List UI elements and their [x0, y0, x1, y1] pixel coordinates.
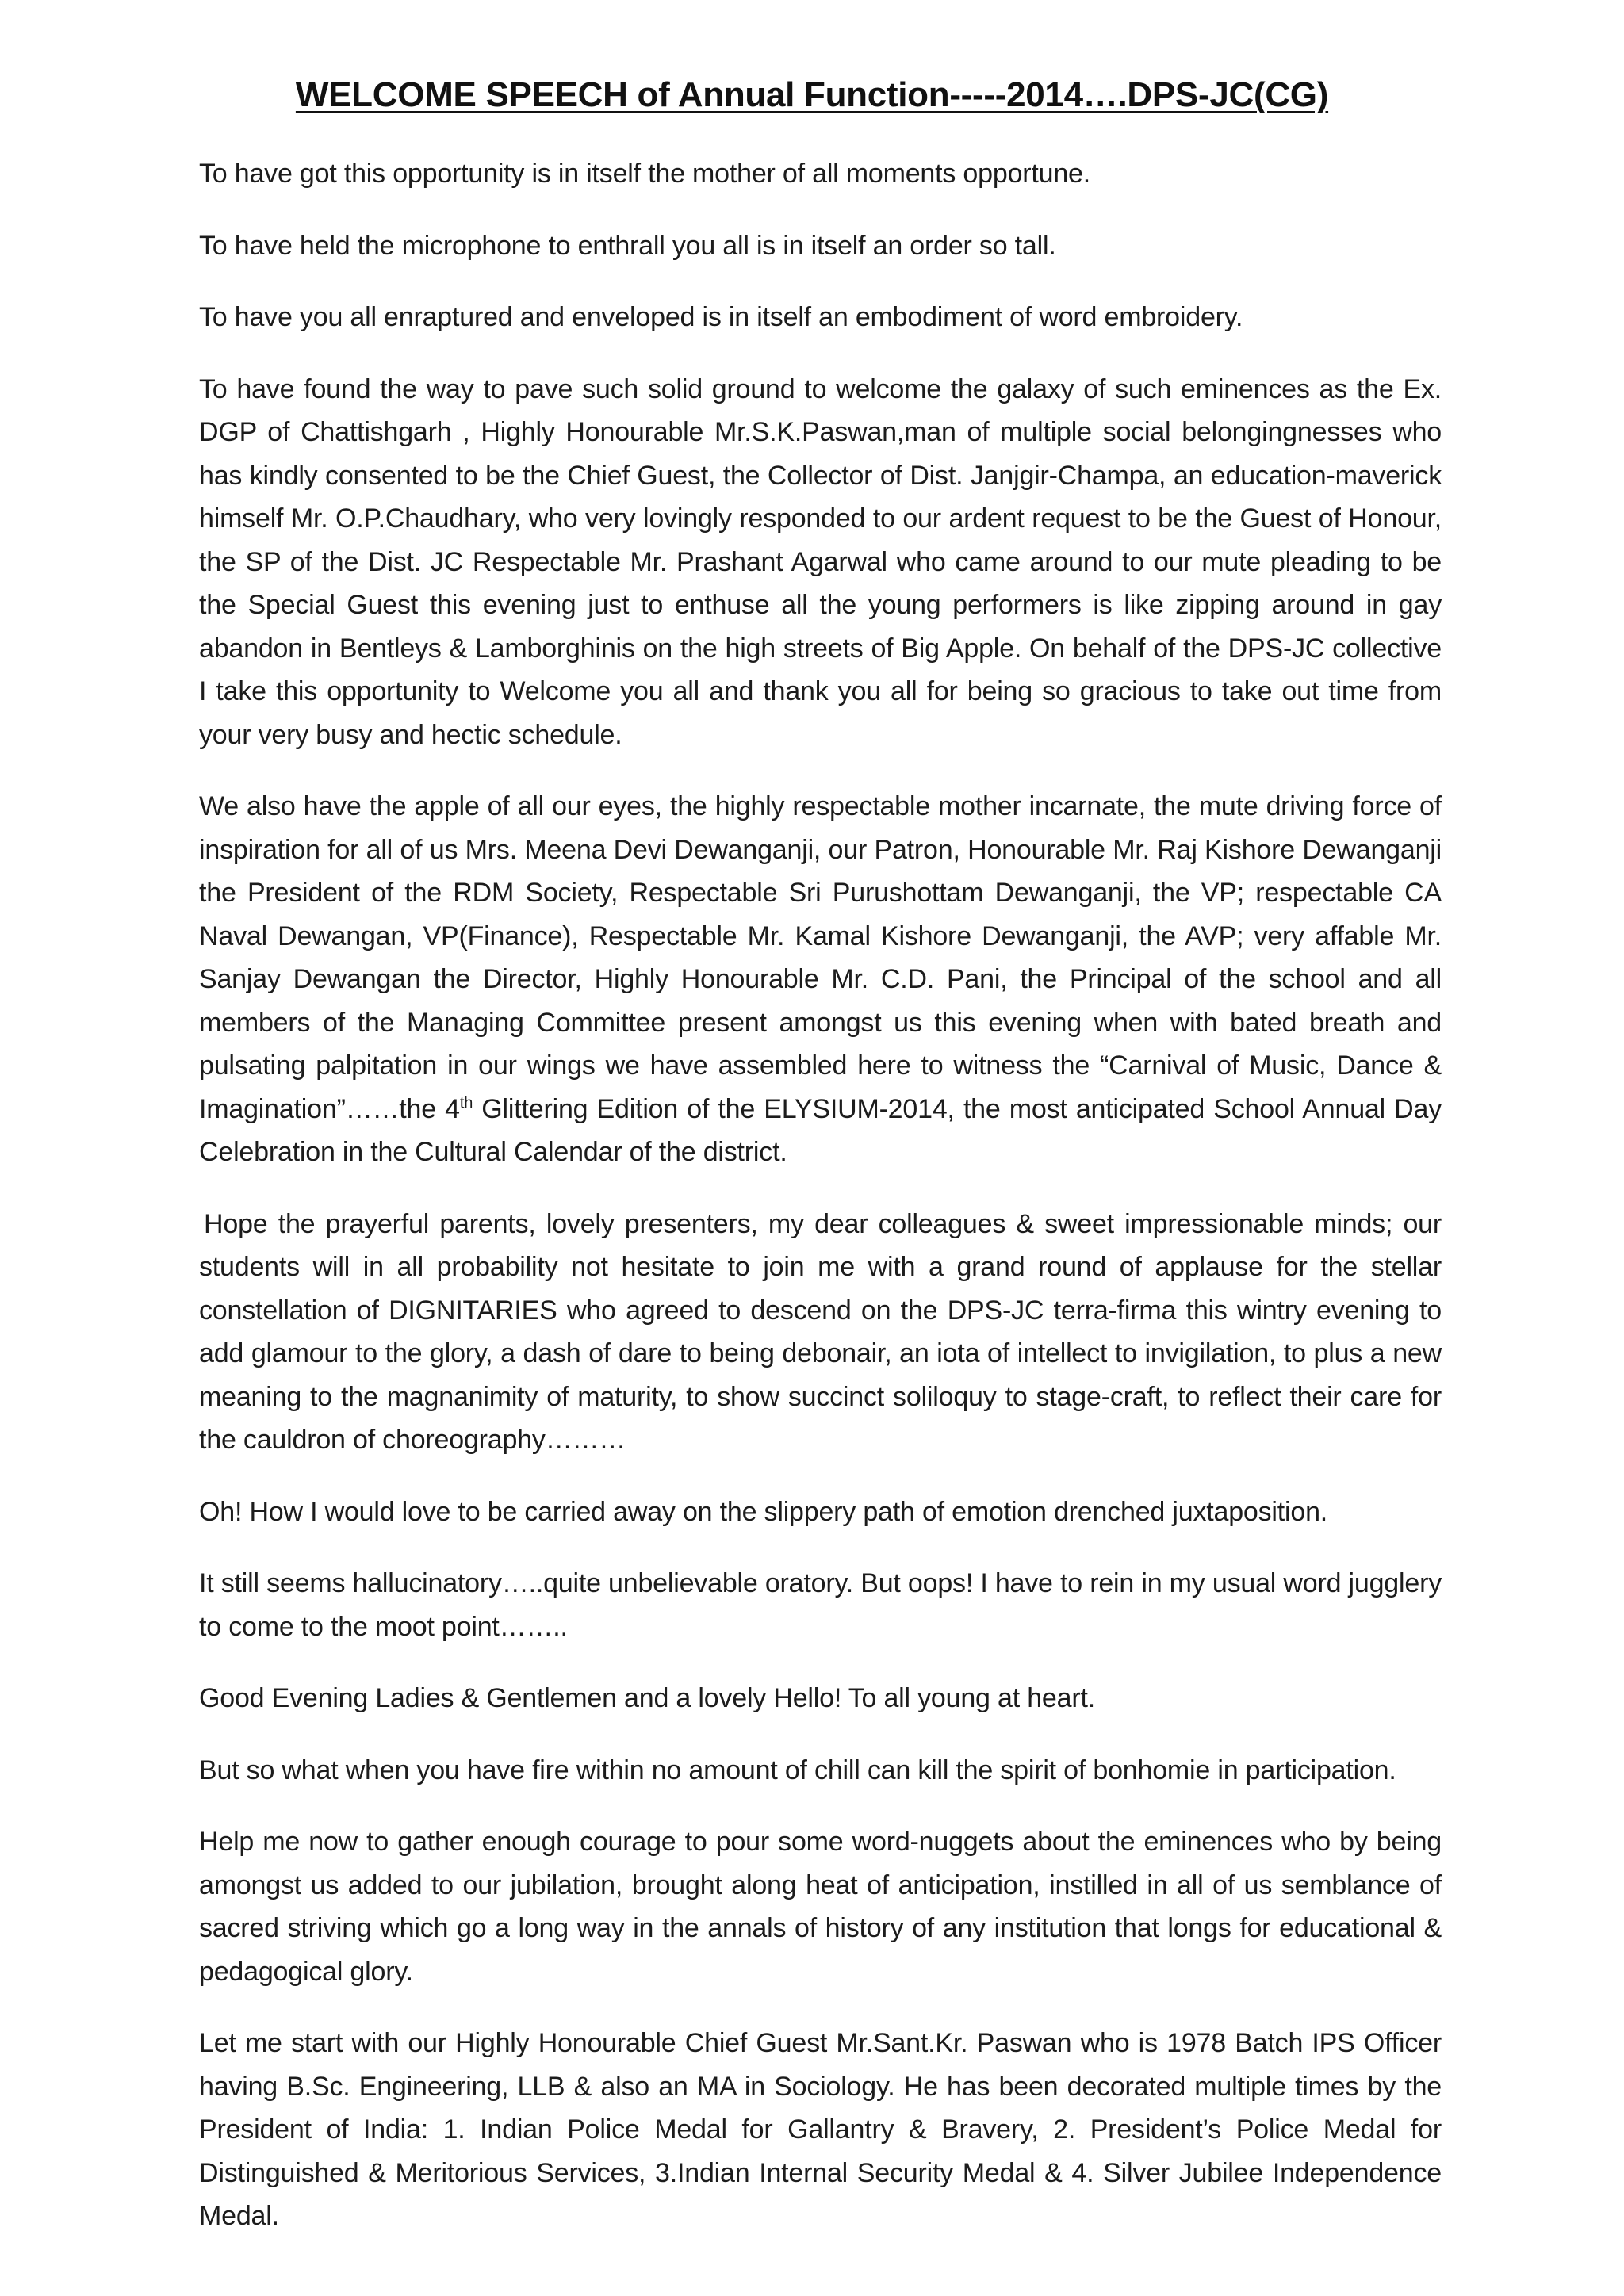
ordinal-suffix: th: [459, 1094, 473, 1112]
paragraph-hallucinatory: It still seems hallucinatory…..quite unbelievable oratory. But oops! I have to rein in my usual word jugglery to come to the moot point……..: [199, 1568, 1442, 1642]
paragraph-bonhomie: But so what when you have fire within no amount of chill can kill the spirit of bonhomie in participation.: [199, 1755, 1396, 1785]
paragraph-enraptured: To have you all enraptured and enveloped is in itself an embodiment of word embroidery.: [199, 302, 1243, 332]
paragraph-management: [199, 785, 1442, 1174]
page-title: WELCOME SPEECH of Annual Function-----2014….DPS-JC(CG): [295, 75, 1329, 114]
paragraph-emotion: Oh! How I would love to be carried away on the slippery path of emotion drenched juxtaposition.: [199, 1496, 1328, 1527]
paragraph-applause: Hope the prayerful parents, lovely presenters, my dear colleagues & sweet impressionable minds; our students will in all probability not hesitate to join me with a grand round of applause for the stellar constellation of DIGNITARIES who agreed to descend on the DPS-JC terra-firma this wintry evening to add glamour to the glory, a dash of dare to being debonair, an iota of intellect to invigilation, to plus a new meaning to the magnanimity of maturity, to show succinct soliloquy to stage-craft, to reflect their care for the cauldron of choreography………: [199, 1208, 1442, 1455]
paragraph-chief-guest: Let me start with our Highly Honourable Chief Guest Mr.Sant.Kr. Paswan who is 1978 Batch IPS Officer having B.Sc. Engineering, LLB & also an MA in Sociology. He has been decorated multiple times by the President of India: 1. Indian Police Medal for Gallantry & Bravery, 2. President’s Police Medal for Distinguished & Meritorious Services, 3.Indian Internal Security Medal & 4. Silver Jubilee Independence Medal.: [199, 2028, 1442, 2231]
paragraph-management-text: We also have the apple of all our eyes, the highly respectable mother incarnate, the mute driving force of inspiration for all of us Mrs. Meena Devi Dewanganji, our Patron, Honourable Mr. Raj Kishore Dewanganji the President of the RDM Society, Respectable Sri Purushottam Dewanganji, the VP; respectable CA Naval Dewangan, VP(Finance), Respectable Mr. Kamal Kishore Dewanganji, the AVP; very affable Mr. Sanjay Dewangan the Director, Highly Honourable Mr. C.D. Pani, the Principal of the school and all members of the Managing Committee present amongst us this evening when with bated breath and pulsating palpitation in our wings we have assembled here to witness the “Carnival of Music, Dance & Imagination”……the 4: [199, 791, 1442, 1124]
paragraph-microphone: To have held the microphone to enthrall you all is in itself an order so tall.: [199, 230, 1056, 261]
paragraph-courage: Help me now to gather enough courage to pour some word-nuggets about the eminences who by being amongst us added to our jubilation, brought along heat of anticipation, instilled in all of us semblance of sacred striving which go a long way in the annals of history of any institution that longs for educational & pedagogical glory.: [199, 1827, 1442, 1987]
speech-body: [199, 152, 1442, 2238]
paragraph-guests-welcome: To have found the way to pave such solid ground to welcome the galaxy of such eminences as the Ex. DGP of Chattishgarh , Highly Honourable Mr.S.K.Paswan,man of multiple social belongingnesses who has kindly consented to be the Chief Guest, the Collector of Dist. Janjgir-Champa, an education-maverick himself Mr. O.P.Chaudhary, who very lovingly responded to our ardent request to be the Guest of Honour, the SP of the Dist. JC Respectable Mr. Prashant Agarwal who came around to our mute pleading to be the Special Guest this evening just to enthuse all the young performers is like zipping around in gay abandon in Bentleys & Lamborghinis on the high streets of Big Apple. On behalf of the DPS-JC collective I take this opportunity to Welcome you all and thank you all for being so gracious to take out time from your very busy and hectic schedule.: [199, 373, 1442, 750]
paragraph-management-text-end: Glittering Edition of the ELYSIUM-2014, the most anticipated School Annual Day Celebration in the Cultural Calendar of the district.: [199, 1093, 1442, 1167]
paragraph-good-evening: Good Evening Ladies & Gentlemen and a lovely Hello! To all young at heart.: [199, 1683, 1095, 1713]
paragraph-opportunity: To have got this opportunity is in itself the mother of all moments opportune.: [199, 159, 1091, 189]
